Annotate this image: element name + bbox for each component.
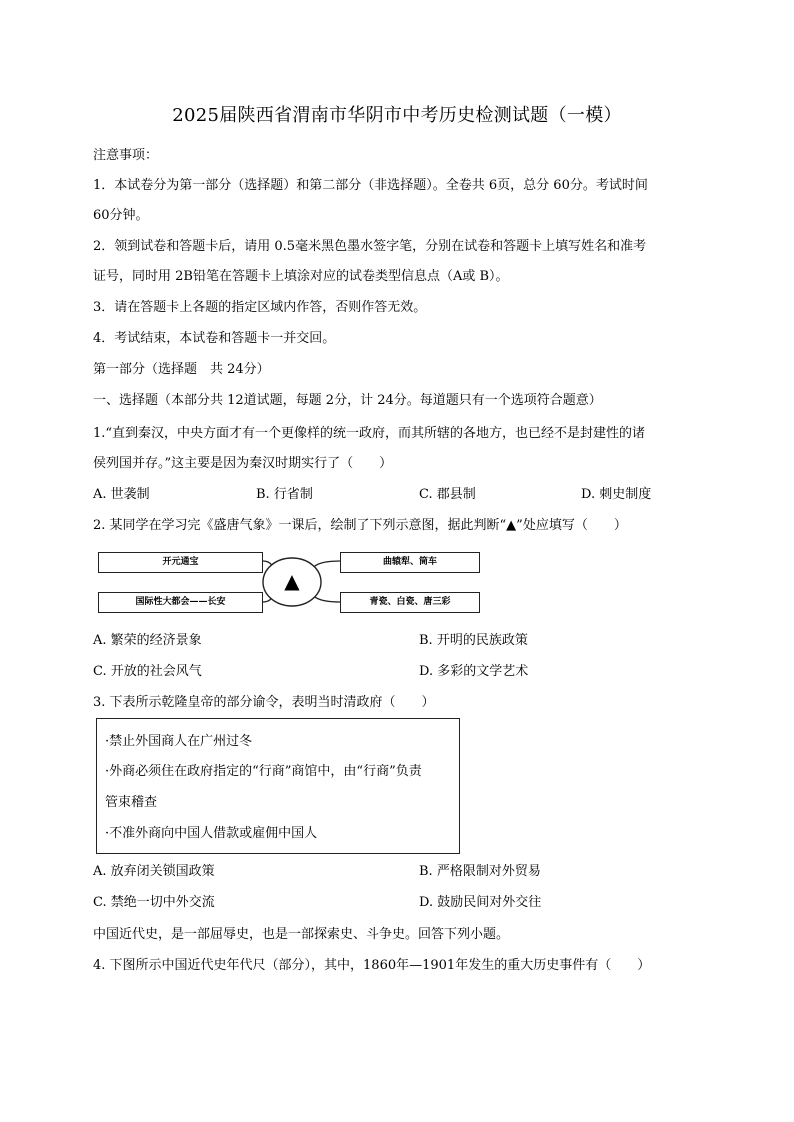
notice-item-2: 2．领到试卷和答题卡后，请用 0.5毫米黑色墨水签字笔，分别在试卷和答题卡上填写姓名和准考: [93, 239, 647, 254]
q3-decree-box: [96, 718, 460, 854]
q2-option-d: D. 多彩的文学艺术: [419, 664, 529, 679]
part1-heading: 第一部分（选择题 共 24分）: [93, 362, 270, 377]
diagram-box-right-bottom: 青瓷、白瓷、唐三彩: [340, 592, 480, 613]
notice-item-2-cont: 证号，同时用 2B铅笔在答题卡上填涂对应的试卷类型信息点（A或 B）。: [93, 269, 509, 284]
q1-stem-cont: 侯列国并存。”这主要是因为秦汉时期实行了（ ）: [93, 456, 393, 471]
notice-item-4: 4．考试结束，本试卷和答题卡一并交回。: [93, 331, 336, 346]
q1-option-d: D. 刺史制度: [581, 487, 652, 502]
page-title: 2025届陕西省渭南市华阴市中考历史检测试题（一模）: [172, 105, 622, 126]
notice-heading: 注意事项：: [93, 148, 159, 163]
q2-option-c: C. 开放的社会风气: [93, 664, 202, 679]
decree-line-4: ·不准外商向中国人借款或雇佣中国人: [105, 826, 318, 841]
q2-option-b: B. 开明的民族政策: [419, 633, 528, 648]
decree-line-1: ·禁止外国商人在广州过冬: [105, 734, 253, 749]
decree-line-2: ·外商必须住在政府指定的“行商”商馆中，由“行商”负责: [105, 764, 422, 779]
section-heading: 一、选择题（本部分共 12道试题，每题 2分，计 24分。每道题只有一个选项符合题意）: [93, 393, 602, 408]
diagram-box-left-bottom: 国际性大都会——长安: [98, 592, 263, 613]
notice-item-1: 1．本试卷分为第一部分（选择题）和第二部分（非选择题）。全卷共 6页，总分 60分。考试时间: [93, 178, 648, 193]
q3-option-d: D. 鼓励民间对外交往: [419, 895, 542, 910]
notice-item-3: 3．请在答题卡上各题的指定区域内作答，否则作答无效。: [93, 300, 427, 315]
q1-option-c: C. 郡县制: [419, 487, 476, 502]
q4-stem: 4. 下图所示中国近代史年代尺（部分），其中，1860年—1901年发生的重大历史事件有（ ）: [93, 958, 651, 973]
q1-option-a: A. 世袭制: [93, 487, 150, 502]
q2-stem: 2. 某同学在学习完《盛唐气象》一课后，绘制了下列示意图，据此判断“▲”处应填写（ ）: [93, 518, 627, 533]
q3-option-c: C. 禁绝一切中外交流: [93, 895, 215, 910]
diagram-box-left-top: 开元通宝: [98, 552, 263, 573]
decree-line-3: 管束稽查: [105, 795, 158, 810]
notice-item-1-cont: 60分钟。: [93, 208, 149, 223]
q1-option-b: B. 行省制: [256, 487, 313, 502]
q1-stem: 1.“直到秦汉，中央方面才有一个更像样的统一政府，而其所辖的各地方，也已经不是封建性的诸: [93, 426, 646, 441]
q2-option-a: A. 繁荣的经济景象: [93, 633, 202, 648]
section-intro: 中国近代史，是一部屈辱史，也是一部探索史、斗争史。回答下列小题。: [93, 927, 510, 942]
diagram-box-right-top: 曲辕犁、筒车: [340, 552, 480, 573]
q3-option-a: A. 放弃闭关锁国政策: [93, 864, 215, 879]
q3-option-b: B. 严格限制对外贸易: [419, 864, 541, 879]
q3-stem: 3. 下表所示乾隆皇帝的部分谕令，表明当时清政府（ ）: [93, 695, 435, 710]
diagram-center-triangle: ▲: [284, 569, 300, 593]
q2-diagram: [96, 548, 482, 616]
